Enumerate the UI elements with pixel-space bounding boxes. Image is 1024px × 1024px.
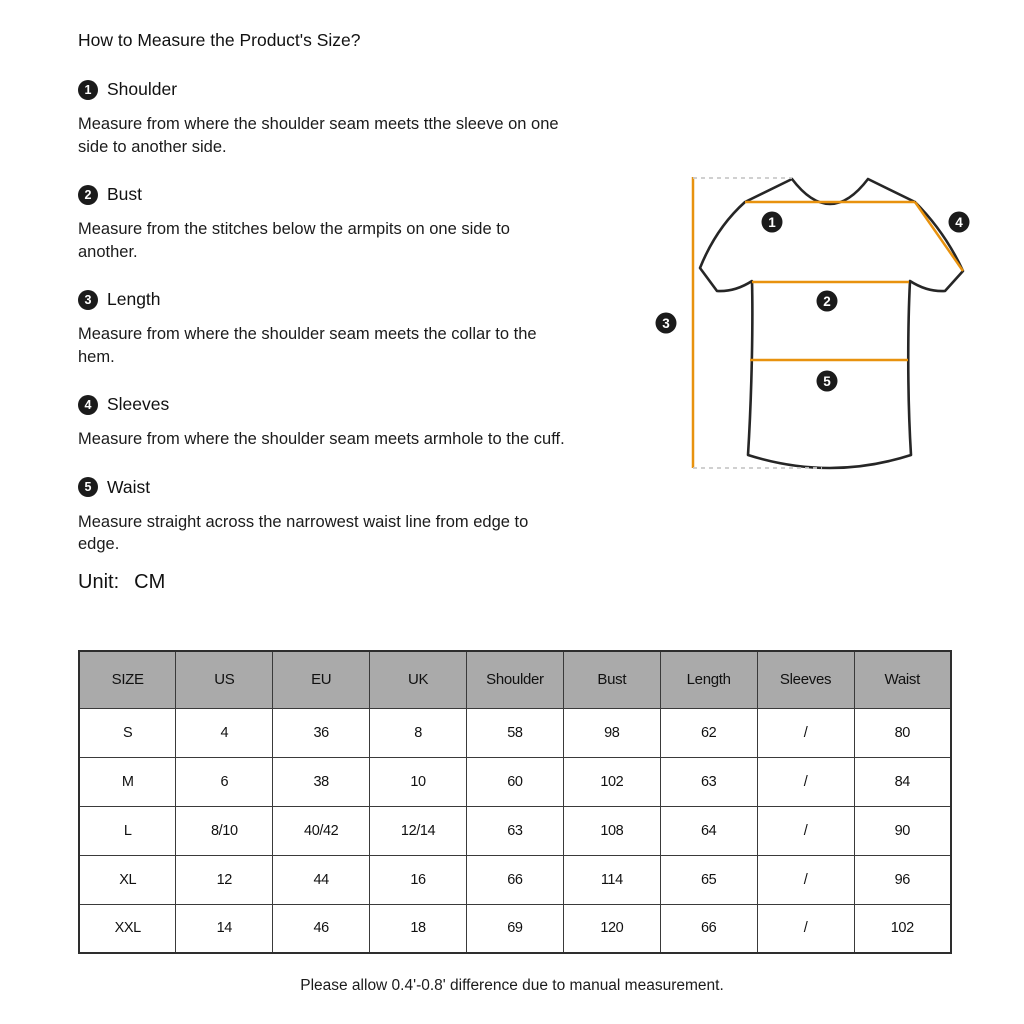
size-table-cell: 10 [370,757,467,806]
size-table-cell: 38 [273,757,370,806]
size-table-cell: 66 [467,855,564,904]
size-table-cell: 44 [273,855,370,904]
size-table-cell: 63 [660,757,757,806]
unit-value: CM [134,570,166,593]
size-table-cell: 96 [854,855,951,904]
diagram-marker-sleeves [949,212,970,233]
size-table-cell: / [757,757,854,806]
step-number-badge: 4 [78,395,98,415]
table-row [79,757,951,806]
measure-instructions [78,79,578,594]
measure-step-shoulder [78,79,578,100]
size-table-cell: 102 [563,757,660,806]
unit-indicator [78,571,578,594]
diagram-marker-waist [817,371,838,392]
size-table-cell: 58 [467,708,564,757]
svg-text:5: 5 [823,373,831,389]
size-table-cell: S [79,708,176,757]
svg-text:2: 2 [823,293,831,309]
size-table-cell: 98 [563,708,660,757]
step-description: Measure from where the shoulder seam meets armhole to the cuff. [78,430,565,448]
size-table-cell: M [79,757,176,806]
measure-step-sleeves [78,394,578,415]
size-table-cell: 84 [854,757,951,806]
size-table-cell: 102 [854,904,951,953]
table-row [79,708,951,757]
svg-text:3: 3 [662,315,670,331]
table-row [79,806,951,855]
size-table-cell: L [79,806,176,855]
table-row [79,855,951,904]
size-table-cell: 90 [854,806,951,855]
size-table-cell: 120 [563,904,660,953]
size-table-header: SIZE [79,651,176,708]
size-table-cell: 62 [660,708,757,757]
table-row [79,904,951,953]
size-table-cell: 4 [176,708,273,757]
size-table-header: Sleeves [757,651,854,708]
step-description: Measure from where the shoulder seam meets tthe sleeve on one side to another side. [78,115,559,156]
step-number-badge: 1 [78,80,98,100]
size-table-cell: 18 [370,904,467,953]
svg-text:1: 1 [768,214,776,230]
size-table-header: Bust [563,651,660,708]
size-table-cell: 6 [176,757,273,806]
measure-step-length [78,289,578,310]
diagram-marker-shoulder [762,212,783,233]
measure-step-waist [78,477,578,498]
size-table-cell: / [757,806,854,855]
size-table-cell: XL [79,855,176,904]
size-table [78,650,952,954]
step-label: Sleeves [107,394,170,414]
size-table-cell: 46 [273,904,370,953]
step-description: Measure straight across the narrowest waist line from edge to edge. [78,512,529,553]
size-table-header: UK [370,651,467,708]
size-table-cell: / [757,708,854,757]
step-number-badge: 5 [78,477,98,497]
size-table-cell: 114 [563,855,660,904]
size-table-cell: 108 [563,806,660,855]
step-description: Measure from where the shoulder seam meets the collar to the hem. [78,325,537,366]
size-table-cell: 65 [660,855,757,904]
page-title: How to Measure the Product's Size? [78,30,361,50]
step-label: Waist [107,476,151,497]
size-table-cell: 12 [176,855,273,904]
size-table-cell: / [757,904,854,953]
step-number-badge: 2 [78,185,98,205]
tshirt-diagram [640,150,1024,500]
size-table-cell: 40/42 [273,806,370,855]
diagram-marker-bust [817,291,838,312]
size-table-cell: 63 [467,806,564,855]
size-table-cell: 80 [854,708,951,757]
size-table-cell: 14 [176,904,273,953]
step-label: Shoulder [107,79,178,99]
size-table-cell: 69 [467,904,564,953]
step-number-badge: 3 [78,290,98,310]
step-label: Bust [107,184,143,204]
measure-step-bust [78,184,578,205]
size-table-cell: 60 [467,757,564,806]
size-table-cell: / [757,855,854,904]
size-table-cell: 66 [660,904,757,953]
size-table-cell: 36 [273,708,370,757]
size-table-header-row [79,651,951,708]
step-label: Length [107,289,161,309]
size-table-cell: 64 [660,806,757,855]
size-table-header: EU [273,651,370,708]
unit-label: Unit: [78,570,120,593]
size-table-cell: 16 [370,855,467,904]
tshirt-outline [700,179,963,468]
size-table-header: Waist [854,651,951,708]
size-table-cell: XXL [79,904,176,953]
diagram-marker-length [656,313,677,334]
size-table-cell: 8/10 [176,806,273,855]
size-table-header: Length [660,651,757,708]
size-table-header: Shoulder [467,651,564,708]
size-table-header: US [176,651,273,708]
size-table-cell: 8 [370,708,467,757]
step-description: Measure from the stitches below the armpits on one side to another. [78,220,510,261]
measurement-disclaimer: Please allow 0.4'-0.8' difference due to manual measurement. [300,977,724,994]
size-table-cell: 12/14 [370,806,467,855]
svg-text:4: 4 [955,214,963,230]
